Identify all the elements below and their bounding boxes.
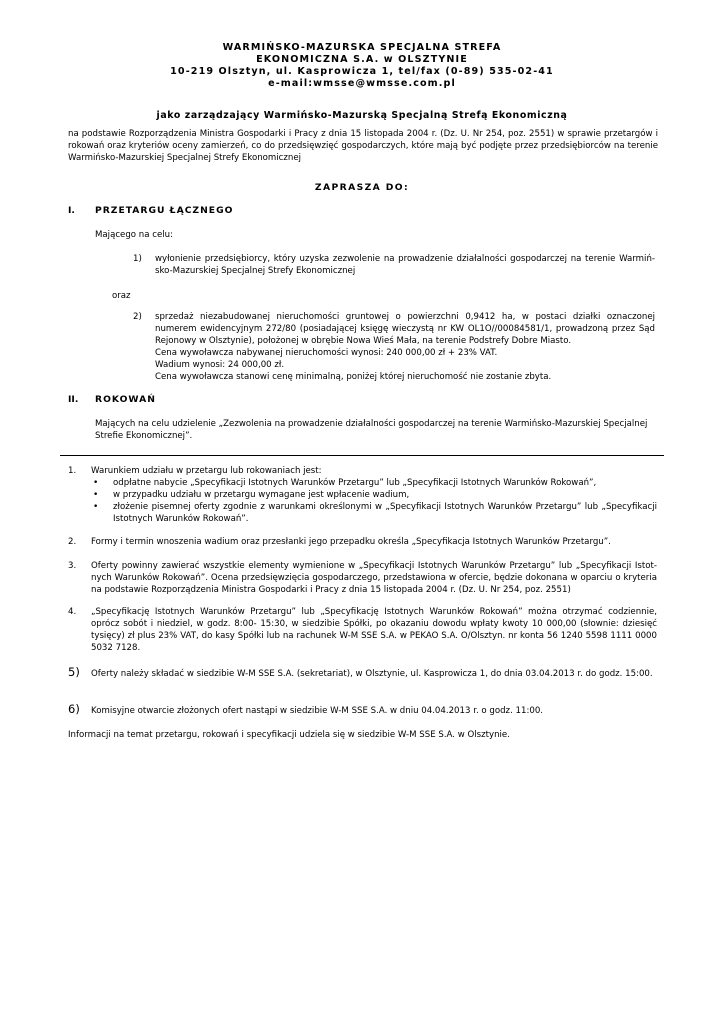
- condition-3-text: Oferty powinny zawierać wszystkie elementy wymienione w „Specyfikacji Istotnych Warunków Przetargu” lub „Specyfikacji Istot-nych Warunków Rokowań”. Ocena przedsięwzięcia gospodarczego, przedstawiona w ofercie, będzie dokonana w oparciu o kryteria na podstawie Rozporządzenia Ministra Gospodarki i Pracy z dnia 15 listopada 2004 r. (Dz. U. Nr 254, poz. 2551): [91, 561, 657, 595]
- condition-4-number: 4.: [68, 607, 77, 617]
- list-item: • w przypadku udziału w przetargu wymagane jest wpłacenie wadium,: [91, 489, 657, 501]
- letterhead-line-2: EKONOMICZNA S.A. w OLSZTYNIE: [256, 54, 468, 65]
- condition-5-text: Oferty należy składać w siedzibie W-M SSE S.A. (sekretariat), w Olsztynie, ul. Kasprowicza 1, do dnia 03.04.2013 r. do godz. 15:00.: [91, 669, 653, 679]
- item-1-number: 1): [133, 254, 142, 264]
- subtitle: jako zarządzający Warmińsko-Mazurską Specjalną Strefą Ekonomiczną: [156, 110, 568, 121]
- section-2-number: II.: [68, 394, 79, 405]
- list-item: • odpłatne nabycie „Specyfikacji Istotnych Warunków Przetargu” lub „Specyfikacji Istotnych Warunków Rokowań”,: [91, 477, 657, 489]
- item-2-price: Cena wywoławcza nabywanej nieruchomości wynosi: 240 000,00 zł + 23% VAT.: [155, 348, 498, 358]
- section-1-title: PRZETARGU ŁĄCZNEGO: [95, 205, 234, 216]
- invitation-heading: ZAPRASZA DO:: [314, 182, 410, 193]
- horizontal-divider: [60, 455, 664, 456]
- intro-paragraph: na podstawie Rozporządzenia Ministra Gospodarki i Pracy z dnia 15 listopada 2004 r. (Dz. U. Nr 254, poz. 2551) w sprawie przetargów i rokowań oraz kryteriów oceny zamierzeń, co do przedsięwzięć gospodarczych, które mają być podjęte przez przedsiębiorców na terenie Warmińsko-Mazurskiej Specjalnej Strefy Ekonomicznej: [68, 129, 658, 163]
- footer-note: Informacji na temat przetargu, rokowań i specyfikacji udziela się w siedzibie W-M SSE S.A. w Olsztynie.: [68, 730, 510, 740]
- condition-2-number: 2.: [68, 537, 77, 547]
- condition-6-number: 6): [68, 702, 80, 716]
- letterhead: [60, 42, 664, 90]
- letterhead-address: 10-219 Olsztyn, ul. Kasprowicza 1, tel/fax (0-89) 535-02-41: [170, 66, 554, 77]
- item-2-minimum-price: Cena wywoławcza stanowi cenę minimalną, poniżej której nieruchomość nie zostanie zbyta.: [155, 372, 552, 382]
- condition-1: [91, 465, 657, 525]
- section-2-title: ROKOWAŃ: [95, 394, 156, 405]
- condition-3-number: 3.: [68, 561, 77, 571]
- item-1-text: wyłonienie przedsiębiorcy, który uzyska zezwolenie na prowadzenie działalności gospodarczej na terenie Warmiń-sko-Mazurskiej Specjalnej Strefy Ekonomicznej: [155, 254, 655, 276]
- item-2-wadium: Wadium wynosi: 24 000,00 zł.: [155, 360, 285, 370]
- section-2-text: Mających na celu udzielenie „Zezwolenia na prowadzenie działalności gospodarczej na terenie Warmińsko-Mazurskiej Specjalnej Strefie Ekonomicznej”.: [95, 419, 648, 441]
- condition-1-lead: Warunkiem udziału w przetargu lub rokowaniach jest:: [91, 466, 322, 476]
- oraz-text: oraz: [112, 291, 131, 301]
- condition-4-text: „Specyfikację Istotnych Warunków Przetargu” lub „Specyfikację Istotnych Warunków Rokowań” można otrzymać codziennie, oprócz sobót i niedziel, w godz. 8:00- 15:30, w siedzibie Spółki, po okazaniu dowodu wpłaty kwoty 10 000,00 (słownie: dziesięć tysięcy) zł plus 23% VAT, do kasy Spółki lub na rachunek W-M SSE S.A. w PEKAO S.A. O/Olsztyn. nr konta 56 1240 5598 1111 0000 5032 7128.: [91, 607, 657, 653]
- item-2-text: sprzedaż niezabudowanej nieruchomości gruntowej o powierzchni 0,9412 ha, w postaci działki oznaczonej numerem ewidencyjnym 272/80 (posiadającej księgę wieczystą nr KW OL1O//00084581/1, prowadzoną przez Sąd Rejonowy w Olsztynie), położonej w obrębie Nowa Wieś Mała, na terenie Podstrefy Dobre Miasto.: [155, 312, 655, 346]
- condition-6-text: Komisyjne otwarcie złożonych ofert nastąpi w siedzibie W-M SSE S.A. w dniu 04.04.2013 r. o godz. 11:00.: [91, 706, 544, 716]
- condition-5-number: 5): [68, 665, 80, 679]
- letterhead-email: e-mail:wmsse@wmsse.com.pl: [268, 78, 456, 89]
- letterhead-line-1: WARMIŃSKO-MAZURSKA SPECJALNA STREFA: [222, 42, 502, 53]
- condition-2-text: Formy i termin wnoszenia wadium oraz przesłanki jego przepadku określa „Specyfikacja Istotnych Warunków Przetargu”.: [91, 537, 611, 547]
- section-1-lead: Mającego na celu:: [95, 230, 173, 240]
- section-1-number: I.: [68, 205, 75, 216]
- condition-1-list: [91, 477, 657, 525]
- item-2-number: 2): [133, 312, 142, 322]
- condition-1-number: 1.: [68, 466, 77, 476]
- list-item: • złożenie pisemnej oferty zgodnie z warunkami określonymi w „Specyfikacji Istotnych Warunków Przetargu” lub „Specyfikacji Istotnych Warunków Rokowań”.: [91, 501, 657, 525]
